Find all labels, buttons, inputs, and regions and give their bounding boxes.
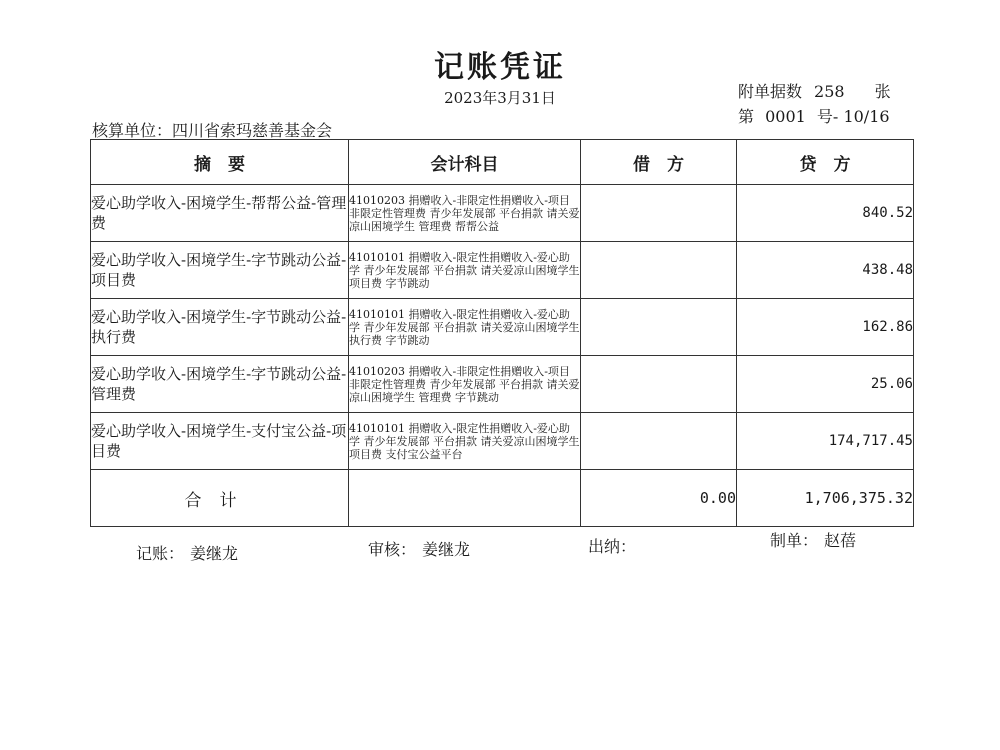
row-debit: [581, 356, 737, 413]
preparer-name: 赵蓓: [824, 531, 857, 550]
voucher-page: 10/16: [843, 107, 890, 126]
row-debit: [581, 185, 737, 242]
reviewer-label: 审核：: [368, 540, 417, 559]
row-credit: 840.52: [737, 185, 914, 242]
signature-bookkeeper: [136, 541, 238, 564]
header-credit: 贷 方: [737, 140, 914, 185]
attachment-label: 附单据数: [738, 82, 803, 101]
header-account: 会计科目: [349, 140, 581, 185]
row-debit: [581, 299, 737, 356]
total-row: [91, 470, 914, 527]
accounting-unit-value: 四川省索玛慈善基金会: [172, 121, 333, 140]
row-account: 41010101 捐赠收入-限定性捐赠收入-爱心助学 青少年发展部 平台捐款 请关爱凉山困境学生 执行费 字节跳动: [349, 299, 581, 356]
voucher-number-prefix: 第: [738, 107, 755, 126]
row-debit: [581, 242, 737, 299]
table-row: [91, 185, 914, 242]
header-debit: 借 方: [581, 140, 737, 185]
table-row: [91, 242, 914, 299]
row-credit: 162.86: [737, 299, 914, 356]
accounting-unit: [92, 118, 332, 141]
table-row: [91, 356, 914, 413]
attachment-number: 258: [814, 82, 845, 101]
header-summary: 摘 要: [91, 140, 349, 185]
signature-preparer: [770, 528, 856, 551]
voucher-date: 2023年3月31日: [444, 89, 556, 107]
row-debit: [581, 413, 737, 470]
voucher-table: [90, 139, 914, 527]
voucher-number-sep: 号-: [816, 107, 839, 126]
row-account: 41010101 捐赠收入-限定性捐赠收入-爱心助学 青少年发展部 平台捐款 请关爱凉山困境学生 项目费 字节跳动: [349, 242, 581, 299]
total-account-blank: [349, 470, 581, 527]
bookkeeper-label: 记账：: [136, 544, 185, 563]
voucher-number: [738, 104, 890, 127]
bookkeeper-name: 姜继龙: [190, 544, 239, 563]
voucher-number-value: 0001: [765, 107, 806, 126]
row-account: 41010203 捐赠收入-非限定性捐赠收入-项目非限定性管理费 青少年发展部 平台捐款 请关爱凉山困境学生 管理费 帮帮公益: [349, 185, 581, 242]
reviewer-name: 姜继龙: [422, 540, 471, 559]
row-credit: 25.06: [737, 356, 914, 413]
attachment-count: [738, 79, 891, 102]
signature-cashier: [588, 534, 642, 557]
total-debit: 0.00: [581, 470, 737, 527]
voucher-title: 记账凭证: [434, 50, 566, 85]
cashier-label: 出纳：: [588, 537, 637, 556]
table-row: [91, 413, 914, 470]
row-summary: 爱心助学收入-困境学生-字节跳动公益-管理费: [91, 356, 349, 413]
row-credit: 438.48: [737, 242, 914, 299]
row-credit: 174,717.45: [737, 413, 914, 470]
row-account: 41010101 捐赠收入-限定性捐赠收入-爱心助学 青少年发展部 平台捐款 请关爱凉山困境学生 项目费 支付宝公益平台: [349, 413, 581, 470]
signature-reviewer: [368, 537, 470, 560]
preparer-label: 制单：: [770, 531, 819, 550]
row-summary: 爱心助学收入-困境学生-字节跳动公益-执行费: [91, 299, 349, 356]
accounting-unit-label: 核算单位：: [92, 121, 173, 140]
table-row: [91, 299, 914, 356]
row-account: 41010203 捐赠收入-非限定性捐赠收入-项目非限定性管理费 青少年发展部 平台捐款 请关爱凉山困境学生 管理费 字节跳动: [349, 356, 581, 413]
table-header-row: [91, 140, 914, 185]
total-label: 合计: [91, 470, 349, 527]
total-credit: 1,706,375.32: [737, 470, 914, 527]
row-summary: 爱心助学收入-困境学生-支付宝公益-项目费: [91, 413, 349, 470]
attachment-unit: 张: [874, 82, 891, 101]
row-summary: 爱心助学收入-困境学生-字节跳动公益-项目费: [91, 242, 349, 299]
row-summary: 爱心助学收入-困境学生-帮帮公益-管理费: [91, 185, 349, 242]
